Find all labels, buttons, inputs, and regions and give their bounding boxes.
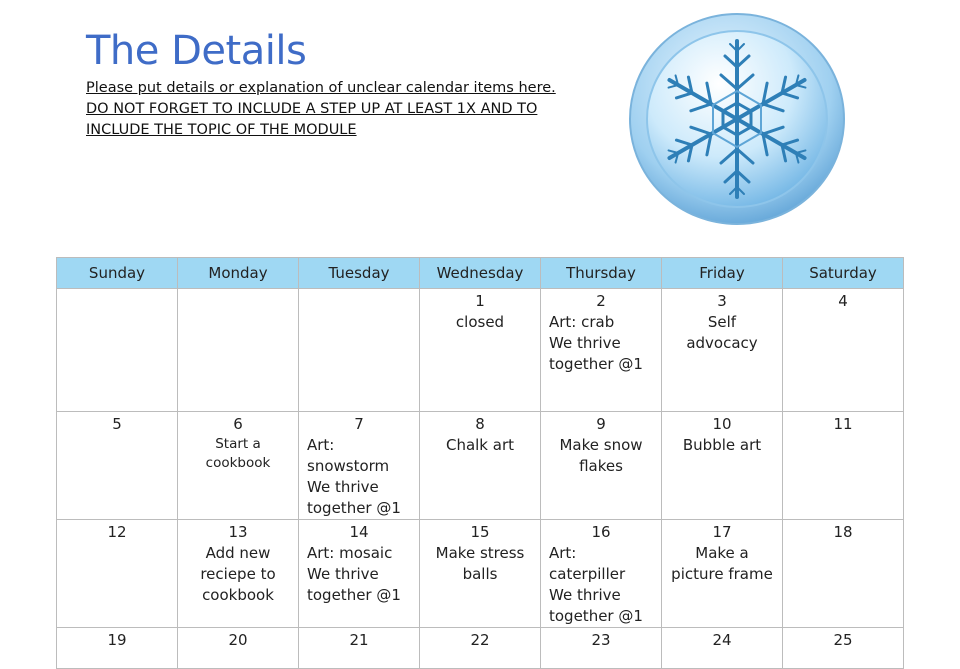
day-cell[interactable] — [420, 289, 541, 412]
day-cell[interactable] — [541, 289, 662, 412]
day-number: 2 — [596, 292, 606, 310]
day-number: 17 — [712, 523, 732, 541]
day-cell[interactable] — [420, 520, 541, 628]
day-cell[interactable] — [299, 412, 420, 520]
day-number: 4 — [838, 292, 848, 310]
day-number: 8 — [475, 415, 485, 433]
day-header-tuesday: Tuesday — [299, 258, 420, 289]
day-number: 6 — [233, 415, 243, 433]
day-cell[interactable] — [662, 412, 783, 520]
day-cell[interactable] — [299, 289, 420, 412]
day-event-text: Make stress balls — [435, 544, 525, 583]
day-number: 24 — [712, 631, 732, 649]
day-header-monday: Monday — [178, 258, 299, 289]
day-number: 3 — [717, 292, 727, 310]
day-number: 23 — [591, 631, 611, 649]
day-number: 25 — [833, 631, 853, 649]
day-cell[interactable] — [541, 628, 662, 669]
day-number: 10 — [712, 415, 732, 433]
day-event-text: Bubble art — [682, 436, 762, 454]
day-cell[interactable] — [57, 412, 178, 520]
calendar-table — [56, 257, 904, 669]
day-cell[interactable] — [57, 289, 178, 412]
day-cell[interactable] — [541, 412, 662, 520]
day-number: 22 — [470, 631, 490, 649]
day-number: 13 — [228, 523, 248, 541]
page-title: The Details — [86, 28, 307, 74]
day-cell[interactable] — [783, 289, 904, 412]
day-cell[interactable] — [783, 520, 904, 628]
day-event-text: Make a picture frame — [671, 544, 773, 583]
day-number: 21 — [349, 631, 369, 649]
day-cell[interactable] — [178, 412, 299, 520]
day-cell[interactable] — [57, 520, 178, 628]
day-number: 9 — [596, 415, 606, 433]
day-cell[interactable] — [178, 289, 299, 412]
day-header-saturday: Saturday — [783, 258, 904, 289]
day-header-sunday: Sunday — [57, 258, 178, 289]
day-cell[interactable] — [662, 628, 783, 669]
day-number: 16 — [591, 523, 611, 541]
day-cell[interactable] — [299, 628, 420, 669]
day-event-text: Start a cookbook — [205, 436, 271, 471]
day-event-text: Art: snowstorm We thrive together @1 — [307, 436, 401, 517]
day-cell[interactable] — [783, 628, 904, 669]
day-cell[interactable] — [57, 628, 178, 669]
day-number: 18 — [833, 523, 853, 541]
day-header-wednesday: Wednesday — [420, 258, 541, 289]
day-cell[interactable] — [783, 412, 904, 520]
day-cell[interactable] — [420, 412, 541, 520]
day-event-text: Add new reciepe to cookbook — [200, 544, 276, 604]
day-number: 7 — [354, 415, 364, 433]
day-event-text: Art: caterpiller We thrive together @1 — [549, 544, 643, 625]
day-cell[interactable] — [178, 628, 299, 669]
week-row — [57, 289, 904, 412]
snowflake-badge-icon — [628, 12, 846, 226]
day-header-friday: Friday — [662, 258, 783, 289]
week-row — [57, 628, 904, 669]
day-event-text: Chalk art — [445, 436, 515, 454]
day-cell[interactable] — [541, 520, 662, 628]
day-cell[interactable] — [178, 520, 299, 628]
calendar-header-row — [57, 258, 904, 289]
day-cell[interactable] — [299, 520, 420, 628]
day-event-text: Art: mosaic We thrive together @1 — [307, 544, 401, 604]
week-row — [57, 520, 904, 628]
day-number: 19 — [107, 631, 127, 649]
day-number: 14 — [349, 523, 369, 541]
day-event-text: Art: crab We thrive together @1 — [549, 313, 643, 373]
day-number: 5 — [112, 415, 122, 433]
day-header-thursday: Thursday — [541, 258, 662, 289]
day-number: 11 — [833, 415, 853, 433]
day-event-text: Self advocacy — [686, 313, 758, 352]
day-cell[interactable] — [420, 628, 541, 669]
day-cell[interactable] — [662, 289, 783, 412]
week-row — [57, 412, 904, 520]
day-number: 15 — [470, 523, 490, 541]
page-instructions: Please put details or explanation of unclear calendar items here. DO NOT FORGET TO INCLUDE A STEP UP AT LEAST 1X AND TO INCLUDE THE TOPIC OF THE MODULE — [86, 80, 556, 138]
day-number: 20 — [228, 631, 248, 649]
day-event-text: Make snow flakes — [559, 436, 643, 475]
day-number: 12 — [107, 523, 127, 541]
day-cell[interactable] — [662, 520, 783, 628]
day-number: 1 — [475, 292, 485, 310]
day-event-text: closed — [455, 313, 505, 331]
